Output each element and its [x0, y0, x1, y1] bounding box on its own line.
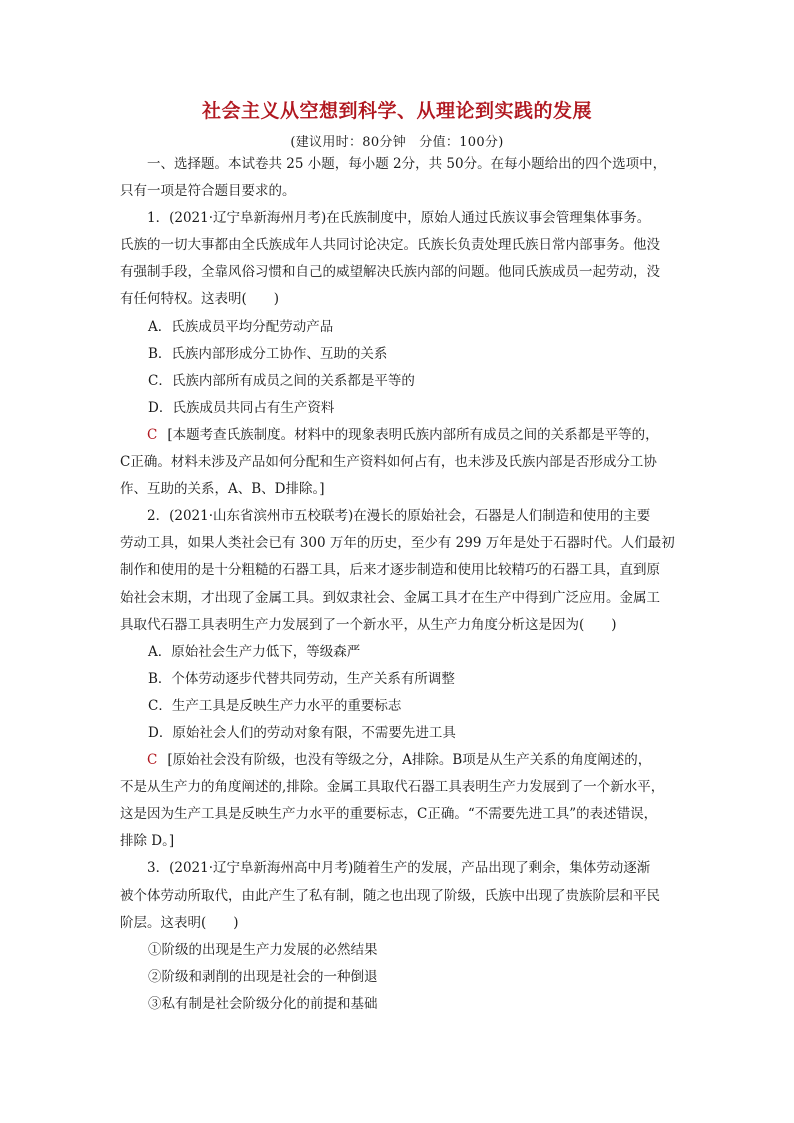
question-3 — [120, 855, 676, 1018]
explanation-text: [原始社会没有阶级，也没有等级之分，A排除。B项是从生产关系的角度阐述的， — [167, 752, 652, 769]
option-a: A．氏族成员平均分配劳动产品 — [148, 318, 334, 335]
option-b: B．个体劳动逐步代替共同劳动，生产关系有所调整 — [148, 670, 455, 687]
option-d: D．原始社会人们的劳动对象有限，不需要先进工具 — [148, 724, 456, 741]
option-b: B．氏族内部形成分工协作、互助的关系 — [148, 345, 388, 362]
answer-explanation-line — [120, 422, 676, 449]
statement-1: ①阶级的出现是生产力发展的必然结果 — [148, 941, 378, 958]
time-score-note: (建议用时：80分钟 分值：100分) — [290, 135, 504, 150]
question-stem-line: 始社会末期，才出现了金属工具。到奴隶社会、金属工具才在生产中得到广泛应用。金属工 — [120, 589, 660, 606]
question-stem-line: 有任何特权。这表明( ) — [120, 291, 280, 308]
statement-2: ②阶级和剥削的出现是社会的一种倒退 — [148, 968, 378, 985]
option-c: C．生产工具是反映生产力水平的重要标志 — [148, 697, 402, 714]
option-c: C．氏族内部所有成员之间的关系都是平等的 — [148, 372, 415, 389]
question-stem-line: 具取代石器工具表明生产力发展到了一个新水平，从生产力角度分析这是因为( ) — [120, 616, 617, 633]
statement-3: ③私有制是社会阶级分化的前提和基础 — [148, 995, 378, 1012]
question-stem-line: 2．(2021·山东省滨州市五校联考)在漫长的原始社会，石器是人们制造和使用的主要 — [147, 508, 651, 525]
answer-letter: C — [147, 752, 158, 769]
answer-explanation-line: 排除 D。] — [120, 833, 175, 850]
document-body — [120, 151, 676, 1018]
question-2 — [120, 503, 676, 855]
document-title: 社会主义从空想到科学、从理论到实践的发展 — [201, 100, 592, 122]
option-a: A．原始社会生产力低下，等级森严 — [148, 643, 361, 660]
answer-explanation-line: 作、互助的关系，A、B、D排除。] — [120, 481, 325, 498]
answer-explanation-line: C正确。材料未涉及产品如何分配和生产资料如何占有，也未涉及氏族内部是否形成分工协 — [120, 454, 657, 471]
question-stem-line: 被个体劳动所取代，由此产生了私有制，随之也出现了阶级，氏族中出现了贵族阶层和平民 — [120, 887, 660, 904]
question-stem-line: 阶层。这表明( ) — [120, 914, 239, 931]
question-stem-line: 劳动工具，如果人类社会已有 300 万年的历史，至少有 299 万年是处于石器时代。人们最初 — [120, 535, 675, 552]
answer-explanation-line — [120, 747, 676, 774]
explanation-text: [本题考查氏族制度。材料中的现象表明氏族内部所有成员之间的关系都是平等的， — [167, 426, 659, 443]
question-stem-line: 制作和使用的是十分粗糙的石器工具，后来才逐步制造和使用比较精巧的石器工具，直到原 — [120, 562, 660, 579]
answer-explanation-line: 不是从生产力的角度阐述的,排除。金属工具取代石器工具表明生产力发展到了一个新水平， — [120, 779, 665, 796]
instructions-line: 只有一项是符合题目要求的。 — [120, 183, 296, 200]
question-stem-line: 有强制手段，全靠风俗习惯和自己的威望解决氏族内部的问题。他同氏族成员一起劳动，没 — [120, 264, 660, 281]
question-stem-line: 3．(2021·辽宁阜新海州高中月考)随着生产的发展，产品出现了剩余，集体劳动逐渐 — [147, 860, 651, 877]
question-1 — [120, 205, 676, 503]
answer-letter: C — [147, 426, 158, 443]
question-stem-line: 1．(2021·辽宁阜新海州月考)在氏族制度中，原始人通过氏族议事会管理集体事务。 — [147, 210, 651, 227]
question-stem-line: 氏族的一切大事都由全氏族成年人共同讨论决定。氏族长负责处理氏族日常内部事务。他没 — [120, 237, 660, 254]
option-d: D．氏族成员共同占有生产资料 — [148, 399, 335, 416]
answer-explanation-line: 这是因为生产工具是反映生产力水平的重要标志，C正确。“不需要先进工具”的表述错误， — [120, 806, 658, 823]
instructions-line: 一、选择题。本试卷共 25 小题，每小题 2分，共 50分。在每小题给出的四个选项中， — [147, 156, 667, 172]
